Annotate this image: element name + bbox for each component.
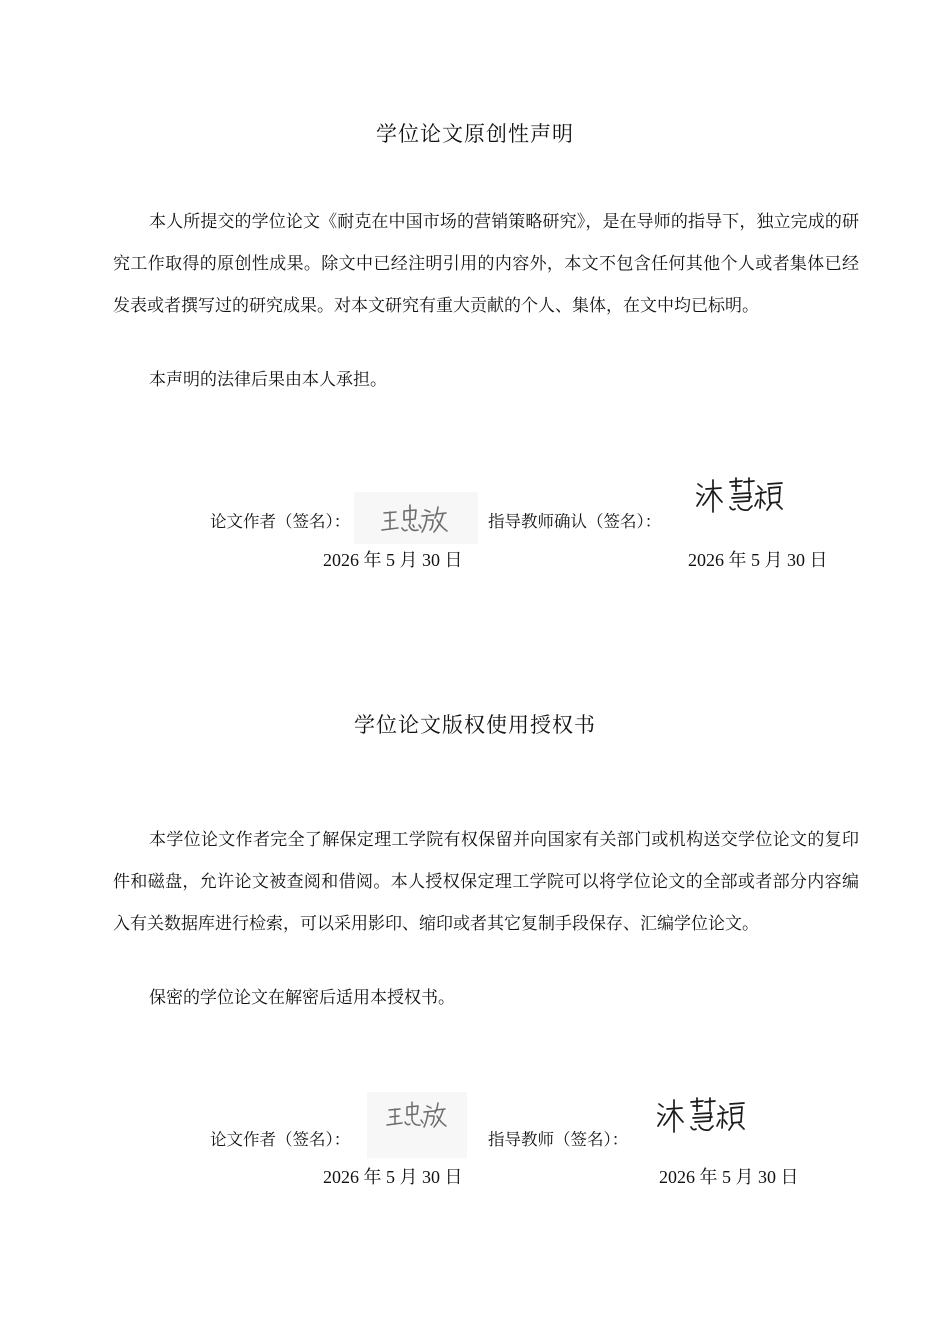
declaration-title: 学位论文原创性声明 bbox=[376, 122, 574, 146]
authorization-author-signature bbox=[367, 1092, 467, 1158]
declaration-author-date: 2026 年 5 月 30 日 bbox=[323, 550, 463, 570]
declaration-author-label: 论文作者（签名）： bbox=[210, 512, 351, 531]
authorization-paragraph-2: 保密的学位论文在解密后适用本授权书。 bbox=[149, 988, 455, 1008]
authorization-paragraph-1: 本学位论文作者完全了解保定理工学院有权保留并向国家有关部门或机构送交学位论文的复印件和磁盘，允许论文被查阅和借阅。本人授权保定理工学院可以将学位论文的全部或者部分内容编入有关数据库进行检索，可以采用影印、缩印或者其它复制手段保存、汇编学位论文。 bbox=[113, 830, 859, 934]
declaration-author-signature bbox=[354, 492, 478, 544]
declaration-paragraph-2: 本声明的法律后果由本人承担。 bbox=[149, 370, 387, 390]
authorization-author-date: 2026 年 5 月 30 日 bbox=[323, 1167, 463, 1187]
authorization-title: 学位论文版权使用授权书 bbox=[354, 713, 596, 737]
authorization-advisor-label: 指导教师（签名）： bbox=[488, 1130, 629, 1149]
declaration-paragraph-1: 本人所提交的学位论文《耐克在中国市场的营销策略研究》，是在导师的指导下，独立完成的研究工作取得的原创性成果。除文中已经注明引用的内容外，本文不包含任何其他个人或者集体已经发表或者撰写过的研究成果。对本文研究有重大贡献的个人、集体，在文中均已标明。 bbox=[113, 212, 859, 316]
authorization-author-label: 论文作者（签名）： bbox=[210, 1130, 351, 1149]
declaration-advisor-signature bbox=[694, 474, 786, 522]
declaration-advisor-label: 指导教师确认（签名）： bbox=[488, 512, 662, 531]
declaration-advisor-date: 2026 年 5 月 30 日 bbox=[688, 550, 828, 570]
authorization-advisor-signature bbox=[655, 1094, 749, 1142]
authorization-advisor-date: 2026 年 5 月 30 日 bbox=[659, 1167, 799, 1187]
